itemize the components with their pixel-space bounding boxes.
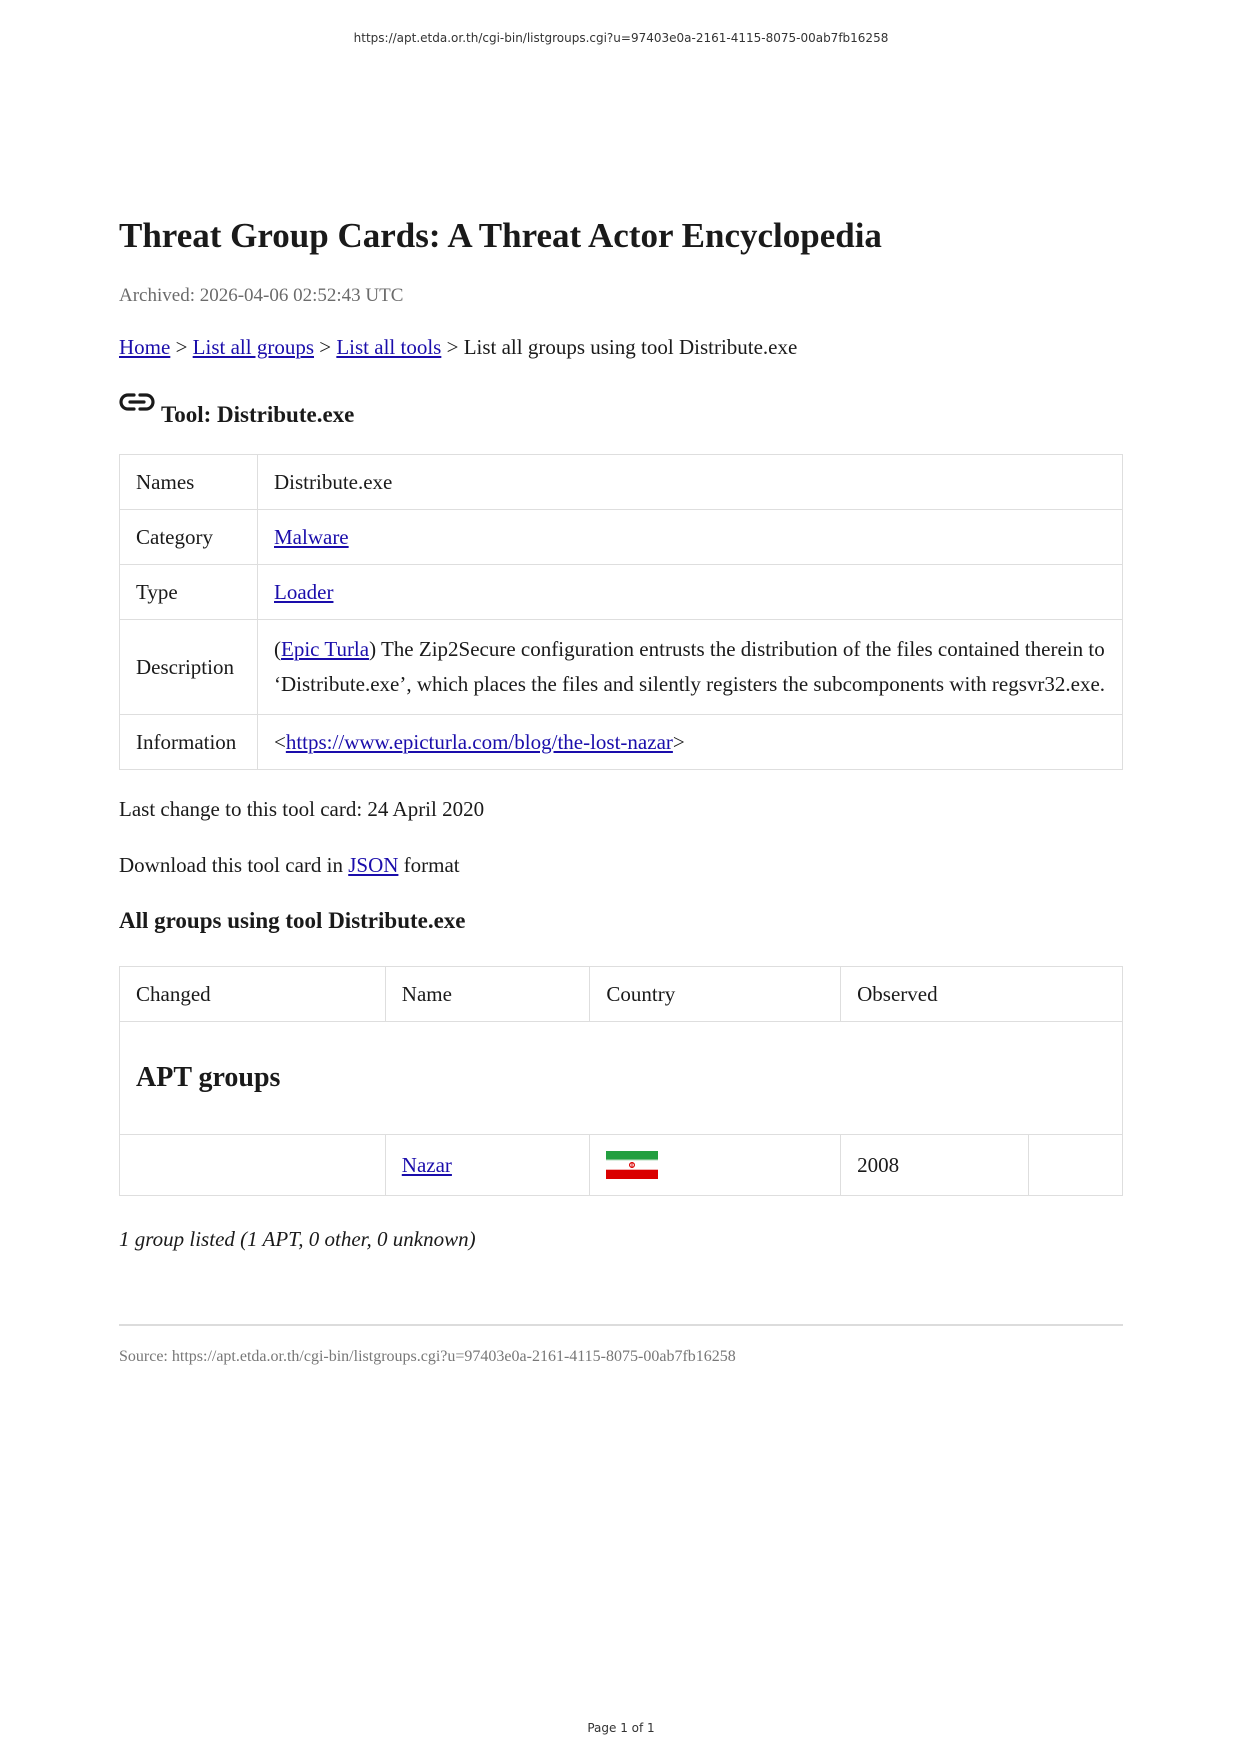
table-row bbox=[120, 510, 1123, 565]
breadcrumb-separator: > bbox=[446, 335, 459, 359]
observed-cell: 2008 bbox=[841, 1135, 1029, 1196]
description-label: Description bbox=[120, 620, 258, 715]
header-observed: Observed bbox=[841, 967, 1123, 1022]
table-row bbox=[120, 620, 1123, 715]
download-line bbox=[119, 850, 1123, 880]
category-link[interactable]: Malware bbox=[274, 524, 349, 549]
type-label: Type bbox=[120, 565, 258, 620]
category-label: Category bbox=[120, 510, 258, 565]
header-changed: Changed bbox=[120, 967, 386, 1022]
breadcrumb-home-link[interactable]: Home bbox=[119, 335, 171, 359]
page-title: Threat Group Cards: A Threat Actor Encyclopedia bbox=[119, 216, 882, 255]
header-country: Country bbox=[590, 967, 841, 1022]
breadcrumb-separator: > bbox=[319, 335, 332, 359]
json-download-link[interactable]: JSON bbox=[348, 853, 399, 877]
breadcrumb-separator: > bbox=[175, 335, 188, 359]
tool-heading bbox=[119, 390, 1123, 430]
page-number: Page 1 of 1 bbox=[587, 1721, 655, 1735]
header-name: Name bbox=[385, 967, 590, 1022]
groups-heading: All groups using tool Distribute.exe bbox=[119, 908, 466, 933]
information-cell: <https://www.epicturla.com/blog/the-lost-nazar> bbox=[258, 715, 1123, 770]
tool-title: Tool: Distribute.exe bbox=[161, 402, 355, 427]
name-cell bbox=[385, 1135, 590, 1196]
table-row bbox=[120, 715, 1123, 770]
names-label: Names bbox=[120, 455, 258, 510]
section-row bbox=[120, 1022, 1123, 1135]
download-suffix: format bbox=[403, 853, 460, 877]
breadcrumb-list-groups-link[interactable]: List all groups bbox=[192, 335, 314, 359]
information-label: Information bbox=[120, 715, 258, 770]
link-icon bbox=[119, 390, 155, 414]
type-cell bbox=[258, 565, 1123, 620]
table-row bbox=[120, 565, 1123, 620]
table-header-row bbox=[120, 967, 1123, 1022]
breadcrumb bbox=[119, 332, 1123, 362]
information-link[interactable]: https://www.epicturla.com/blog/the-lost-nazar bbox=[285, 729, 673, 754]
description-text: The Zip2Secure configuration entrusts the distribution of the files contained therein to ‘Distribute.exe’, which places the files and silently registers the subcomponents with regsvr32.exe. bbox=[274, 637, 1106, 696]
epic-turla-link[interactable]: Epic Turla bbox=[281, 637, 370, 661]
group-link-nazar[interactable]: Nazar bbox=[401, 1152, 452, 1177]
groups-summary: 1 group listed (1 APT, 0 other, 0 unknown) bbox=[119, 1227, 476, 1251]
category-cell bbox=[258, 510, 1123, 565]
tool-info-table bbox=[119, 454, 1123, 770]
page-content bbox=[119, 210, 1123, 1368]
empty-cell bbox=[1028, 1135, 1122, 1196]
breadcrumb-list-tools-link[interactable]: List all tools bbox=[336, 335, 442, 359]
description-cell: (Epic Turla) The Zip2Secure configuration entrusts the distribution of the files contained therein to ‘Distribute.exe’, which places the files and silently registers the subcomponents with regsvr32.exe. bbox=[258, 620, 1123, 715]
download-prefix: Download this tool card in bbox=[119, 853, 343, 877]
country-cell bbox=[590, 1135, 841, 1196]
last-change-text: Last change to this tool card: 24 April 2020 bbox=[119, 797, 485, 821]
iran-flag-icon bbox=[606, 1151, 658, 1179]
divider bbox=[119, 1324, 1123, 1326]
type-link[interactable]: Loader bbox=[274, 579, 334, 604]
source-url: Source: https://apt.etda.or.th/cgi-bin/listgroups.cgi?u=97403e0a-2161-4115-8075-00ab7fb16258 bbox=[119, 1348, 736, 1365]
names-value: Distribute.exe bbox=[258, 455, 1123, 510]
print-header-url: https://apt.etda.or.th/cgi-bin/listgroups.cgi?u=97403e0a-2161-4115-8075-00ab7fb16258 bbox=[353, 31, 889, 45]
table-row bbox=[120, 455, 1123, 510]
groups-table bbox=[119, 966, 1123, 1196]
table-row bbox=[120, 1135, 1123, 1196]
archived-timestamp: Archived: 2026-04-06 02:52:43 UTC bbox=[119, 285, 404, 306]
changed-cell bbox=[120, 1135, 386, 1196]
breadcrumb-current: List all groups using tool Distribute.exe bbox=[463, 335, 798, 359]
section-apt-groups: APT groups bbox=[120, 1022, 1123, 1135]
